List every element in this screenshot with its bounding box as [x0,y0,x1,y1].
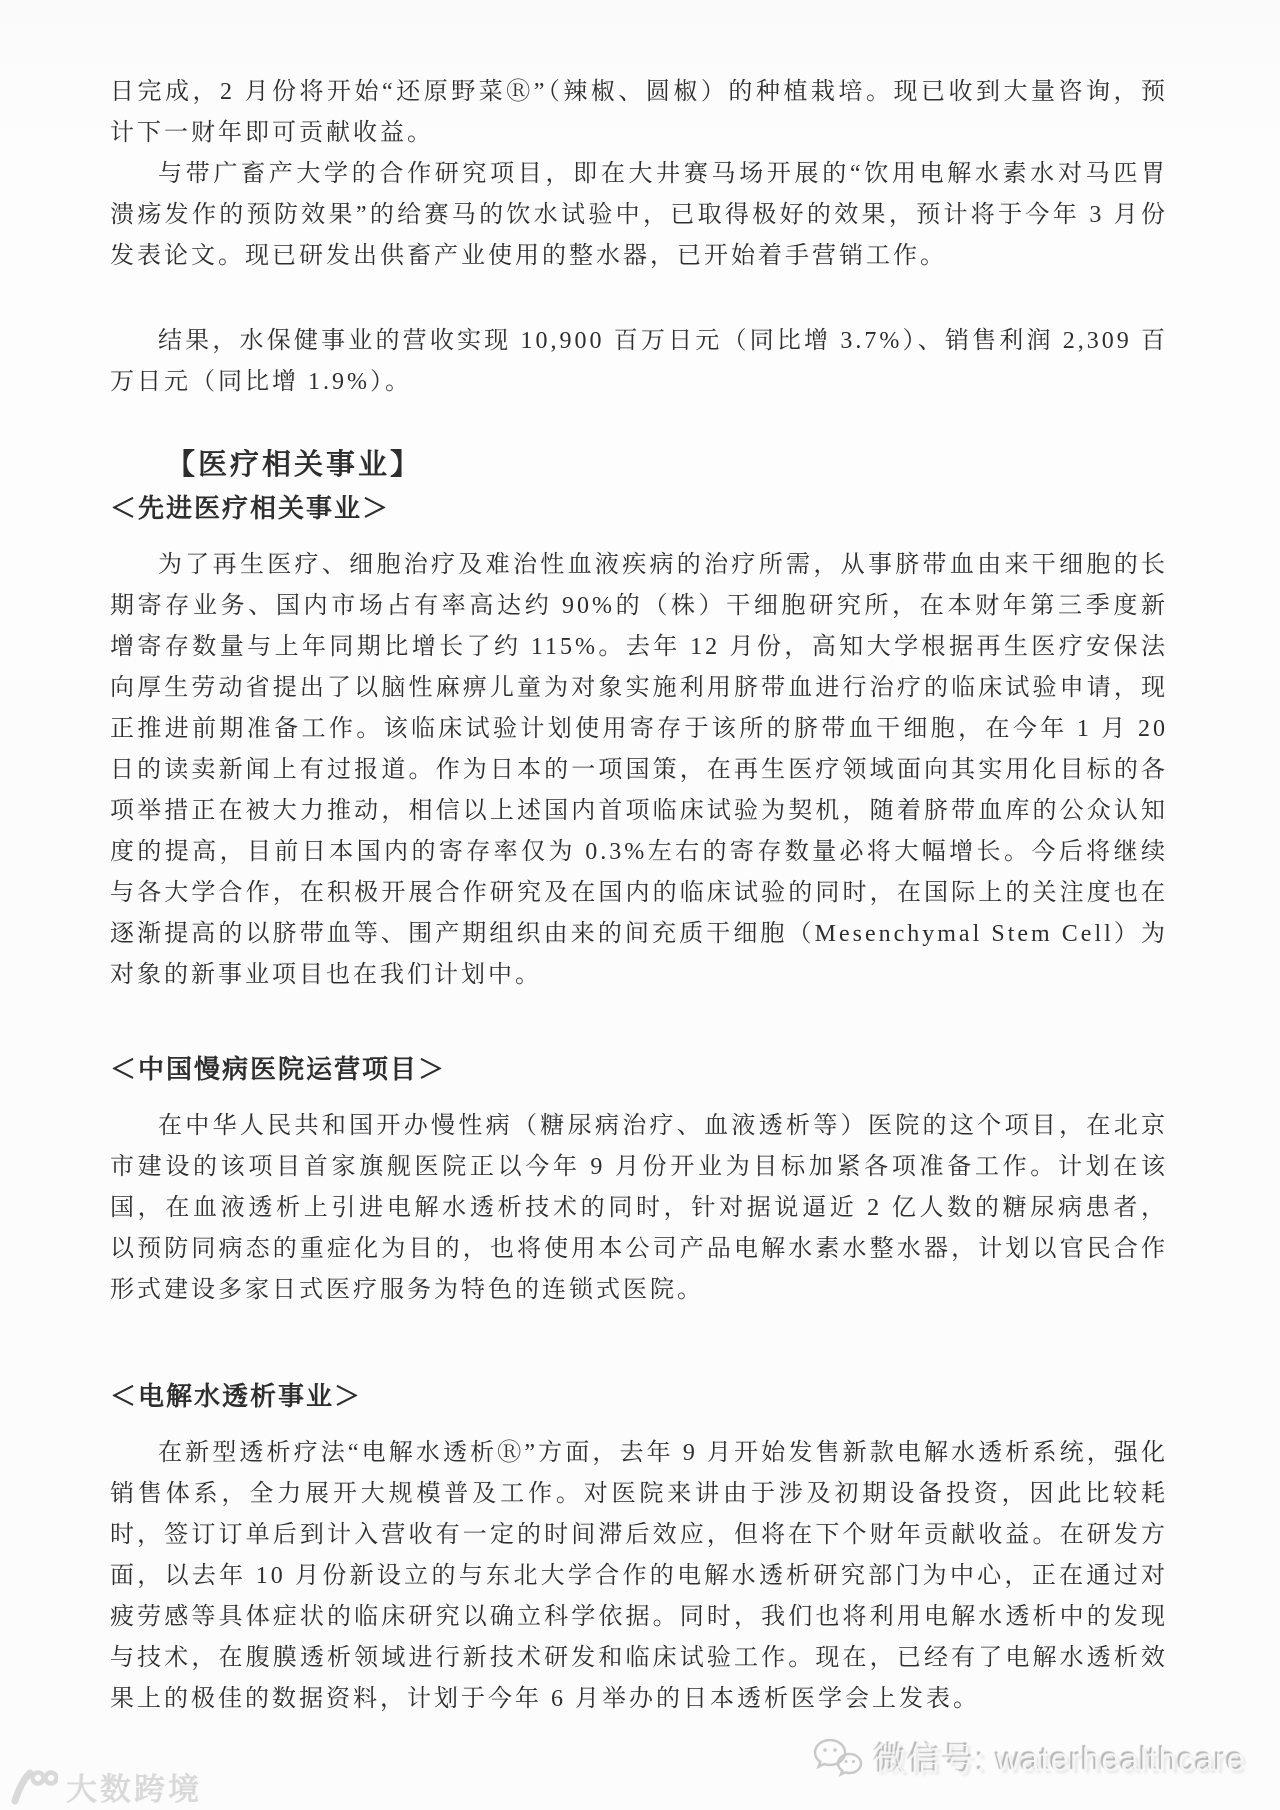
paragraph-water-health-results: 结果，水保健事业的营收实现 10,900 百万日元（同比增 3.7%）、销售利润 2,309 百万日元（同比增 1.9%）。 [110,328,1168,395]
watermark-dashu-kuajing [10,1764,202,1809]
paragraph-obihiro-horse-research: 与带广畜产大学的合作研究项目，即在大井赛马场开展的“饮用电解水素水对马匹胃溃疡发作的预防效果”的给赛马的饮水试验中，已取得极好的效果，预计将于今年 3 月份发表论文。现已研发出供畜产业使用的整水器，已开始着手营销工作。 [110,161,1168,269]
watermark-dashu-label: 大数跨境 [66,1772,202,1807]
heading-china-hospital-project: ＜中国慢病医院运营项目＞ [110,1055,447,1084]
watermark-wechat-id [812,1734,1246,1781]
dashu-kuajing-logo-icon [10,1768,58,1806]
paragraph-electrolyzed-water-dialysis: 在新型透析疗法“电解水透析Ⓡ”方面，去年 9 月开始发售新款电解水透析系统，强化销售体系，全力展开大规模普及工作。对医院来讲由于涉及初期设备投资，因此比较耗时，签订订单后到计入营收有一定的时间滞后效应，但将在下个财年贡献收益。在研发方面，以去年 10 月份新设立的与东北大学合作的电解水透析研究部门为中心，正在通过对疲劳感等具体症状的临床研究以确立科学依据。同时，我们也将利用电解水透析中的发现与技术，在腹膜透析领域进行新技术研发和临床试验工作。现在，已经有了电解水透析效果上的极佳的数据资料，计划于今年 6 月举办的日本透析医学会上发表。 [110,1440,1168,1712]
paragraph-advanced-medical: 为了再生医疗、细胞治疗及难治性血液疾病的治疗所需，从事脐带血由来干细胞的长期寄存业务、国内市场占有率高达约 90%的（株）干细胞研究所，在本财年第三季度新增寄存数量与上年同期比增长了约 115%。去年 12 月份，高知大学根据再生医疗安保法向厚生劳动省提出了以脑性麻痹儿童为对象实施利用脐带血进行治疗的临床试验申请，现正推进前期准备工作。该临床试验计划使用寄存于该所的脐带血干细胞，在今年 1 月 20 日的读卖新闻上有过报道。作为日本的一项国策，在再生医疗领域面向其实用化目标的各项举措正在被大力推动，相信以上述国内首项临床试验为契机，随着脐带血库的公众认知度的提高，目前日本国内的寄存率仅为 0.3%左右的寄存数量必将大幅增长。今后将继续与各大学合作，在积极开展合作研究及在国内的临床试验的同时，在国际上的关注度也在逐渐提高的以脐带血等、围产期组织由来的间充质干细胞（Mesenchymal Stem Cell）为对象的新事业项目也在我们计划中。 [110,552,1168,988]
heading-medical-business: 【医疗相关事业】 [166,449,423,481]
paragraph-china-hospital-project: 在中华人民共和国开办慢性病（糖尿病治疗、血液透析等）医院的这个项目，在北京市建设的该项目首家旗舰医院正以今年 9 月份开业为目标加紧各项准备工作。计划在该国，在血液透析上引进电解水透析技术的同时，针对据说逼近 2 亿人数的糖尿病患者，以预防同病态的重症化为目的，也将使用本公司产品电解水素水整水器，计划以官民合作形式建设多家日式医疗服务为特色的连锁式医院。 [110,1113,1168,1303]
wechat-icon [812,1736,864,1780]
watermark-wechat-label: 微信号: waterhealthcare [874,1741,1247,1778]
paragraph-vegetable-cultivation: 日完成，2 月份将开始“还原野菜Ⓡ”（辣椒、圆椒）的种植栽培。现已收到大量咨询，预计下一财年即可贡献收益。 [110,79,1168,146]
heading-electrolyzed-water-dialysis: ＜电解水透析事业＞ [110,1382,363,1411]
heading-advanced-medical: ＜先进医疗相关事业＞ [110,494,391,523]
